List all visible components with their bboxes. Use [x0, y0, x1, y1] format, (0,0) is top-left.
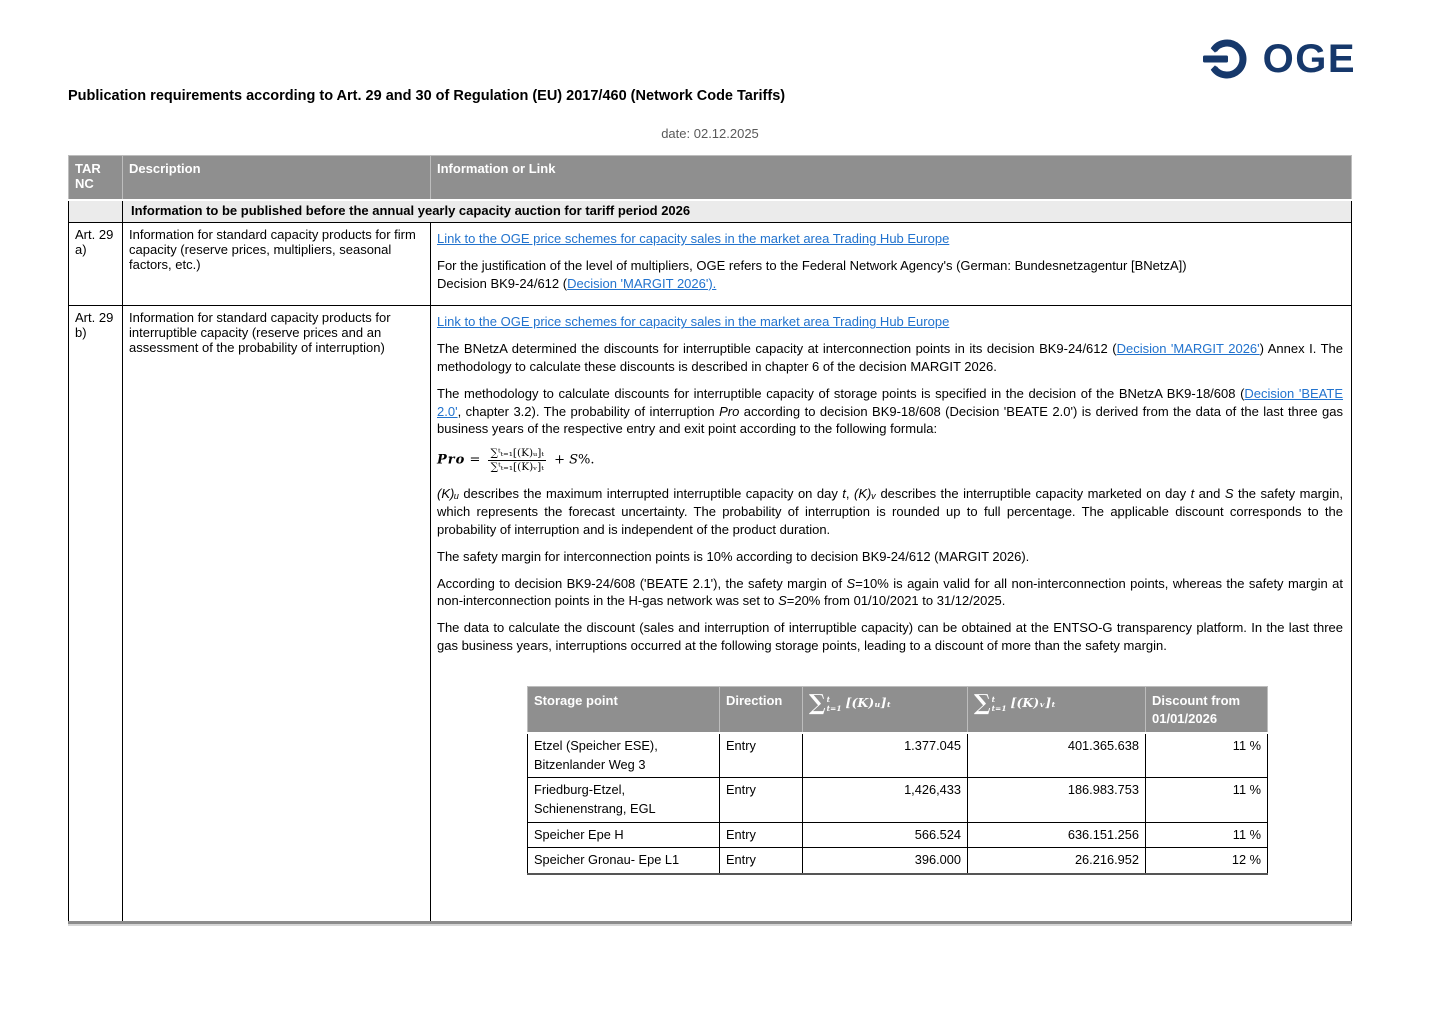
- formula-tail: + S%.: [554, 452, 595, 468]
- oge-logo-text: OGE: [1262, 37, 1356, 81]
- formula-equals: =: [469, 452, 481, 468]
- description-cell: Information for standard capacity products for interruptible capacity (reserve prices and an assessment of the probability of interruption): [123, 306, 431, 923]
- inline-link[interactable]: Link to the OGE price schemes for capacity sales in the market area Trading Hub Europe: [437, 231, 950, 246]
- storage-direction: Entry: [720, 733, 803, 778]
- storage-points-table: [527, 686, 1268, 875]
- storage-table-row: [528, 733, 1268, 778]
- sum-operand: [(K)ᵤ]ₜ: [845, 695, 892, 711]
- storage-direction: Entry: [720, 822, 803, 848]
- inline-link[interactable]: Decision 'MARGIT 2026').: [567, 275, 717, 291]
- storage-table-header-row: [528, 686, 1268, 733]
- paragraph: The BNetzA determined the discounts for interruptible capacity at interconnection points in its decision BK9-24/612 (Decision 'MARGIT 2026') Annex I. The methodology to calculate these discounts is described in chapter 6 of the decision MARGIT 2026.: [437, 341, 1344, 374]
- sigma-limits: [992, 696, 1007, 713]
- storage-discount-value: 11 %: [1146, 733, 1268, 778]
- formula-lhs: Pro: [437, 452, 466, 468]
- storage-point-name: Speicher Epe H: [528, 822, 720, 848]
- italic-text: S: [1224, 486, 1234, 502]
- table-row-art29b: [69, 306, 1352, 923]
- italic-text: S: [778, 593, 787, 609]
- probability-of-interruption-formula: [437, 447, 1343, 473]
- paragraph: [437, 230, 1343, 248]
- storage-col-sum-marketed: [968, 686, 1146, 733]
- sigma-upper-limit: t: [826, 695, 831, 705]
- storage-interrupted-value: 1.377.045: [803, 733, 968, 778]
- paragraph: [437, 313, 1343, 331]
- sigma-lower-limit: t=1: [991, 703, 1007, 713]
- storage-marketed-value: 186.983.753: [968, 778, 1146, 822]
- storage-col-discount: Discount from 01/01/2026: [1146, 686, 1268, 733]
- storage-interrupted-value: 1,426,433: [803, 778, 968, 822]
- storage-table-row: [528, 778, 1268, 822]
- storage-point-name: Friedburg-Etzel, Schienenstrang, EGL: [528, 778, 720, 822]
- storage-point-name: Etzel (Speicher ESE), Bitzenlander Weg 3: [528, 733, 720, 778]
- storage-discount-value: 12 %: [1146, 848, 1268, 874]
- storage-discount-value: 11 %: [1146, 822, 1268, 848]
- section-empty-cell: [69, 200, 123, 223]
- sigma-limits: [827, 696, 842, 713]
- sigma-symbol: ∑: [974, 689, 991, 716]
- italic-text: (K)ᵥ: [854, 486, 876, 502]
- storage-marketed-value: 26.216.952: [968, 848, 1146, 874]
- storage-table-row: [528, 848, 1268, 874]
- information-cell: [431, 223, 1352, 306]
- oge-logo-icon: [1203, 36, 1251, 82]
- sigma-symbol: ∑: [809, 689, 826, 716]
- storage-direction: Entry: [720, 848, 803, 874]
- tarnc-cell: Art. 29 a): [69, 223, 123, 306]
- sigma-lower-limit: t=1: [826, 703, 842, 713]
- publication-requirements-table: [68, 155, 1352, 924]
- column-header-description: Description: [123, 156, 431, 200]
- table-row-art29a: [69, 223, 1352, 306]
- inline-link[interactable]: Link to the OGE price schemes for capacity sales in the market area Trading Hub Europe: [437, 314, 950, 330]
- column-header-tarnc: TAR NC: [69, 156, 123, 200]
- storage-discount-value: 11 %: [1146, 778, 1268, 822]
- oge-logo: [1203, 36, 1356, 82]
- document-date: date: 02.12.2025: [661, 126, 759, 141]
- storage-interrupted-value: 396.000: [803, 848, 968, 874]
- sigma-upper-limit: t: [991, 695, 996, 705]
- formula-denominator: ∑ᵗₜ₌₁[(K)ᵥ]ₜ: [490, 460, 544, 473]
- italic-text: t: [842, 486, 846, 502]
- storage-marketed-value: 401.365.638: [968, 733, 1146, 778]
- italic-text: Pro: [719, 403, 740, 419]
- storage-col-sum-interrupted: [803, 686, 968, 733]
- storage-marketed-value: 636.151.256: [968, 822, 1146, 848]
- storage-col-storage-point: Storage point: [528, 686, 720, 733]
- paragraph: According to decision BK9-24/608 ('BEATE 2.1'), the safety margin of S=10% is again valid for all non-interconnection points, whereas the safety margin at non-interconnection points in the H-gas network was set to S=20% from 01/10/2021 to 31/12/2025.: [437, 575, 1343, 609]
- paragraph: For the justification of the level of multipliers, OGE refers to the Federal Network Agency's (German: Bundesnetzagentur [BNetzA]) Decision BK9-24/612 (Decision 'MARGIT 2026').: [437, 257, 1187, 291]
- inline-link[interactable]: Decision 'MARGIT 2026': [1116, 341, 1260, 357]
- italic-text: t: [1190, 486, 1195, 502]
- paragraph: The data to calculate the discount (sales and interruption of interruptible capacity) can be obtained at the ENTSO-G transparency platform. In the last three gas business years, interruptions occurred at the following storage points, leading to a discount of more than the safety margin.: [437, 620, 1343, 653]
- formula-fraction: [488, 447, 545, 473]
- storage-table-row: [528, 822, 1268, 848]
- page-title: Publication requirements according to Art. 29 and 30 of Regulation (EU) 2017/460 (Network Code Tariffs): [68, 88, 786, 104]
- italic-text: S: [569, 452, 578, 468]
- sum-operand: [(K)ᵥ]ₜ: [1010, 695, 1056, 711]
- storage-col-direction: Direction: [720, 686, 803, 733]
- section-header-row: [69, 200, 1352, 223]
- italic-text: (K)ᵤ: [437, 486, 459, 502]
- paragraph: (K)ᵤ describes the maximum interrupted interruptible capacity on day t, (K)ᵥ describes the interruptible capacity marketed on day t and S the safety margin, which represents the forecast uncertainty. The probability of interruption is rounded up to full percentage. The applicable discount corresponds to the probability of interruption and is independent of the product duration.: [437, 486, 1343, 537]
- table-header-row: [69, 156, 1352, 200]
- sum-expression: [809, 689, 961, 716]
- inline-link[interactable]: Decision 'BEATE 2.0': [437, 385, 1344, 419]
- storage-point-name: Speicher Gronau- Epe L1: [528, 848, 720, 874]
- sum-expression: [974, 689, 1139, 716]
- section-title: Information to be published before the annual yearly capacity auction for tariff period 2026: [123, 200, 1352, 223]
- column-header-information: Information or Link: [431, 156, 1352, 200]
- paragraph: The methodology to calculate discounts for interruptible capacity of storage points is specified in the decision of the BNetzA BK9-18/608 (Decision 'BEATE 2.0', chapter 3.2). The probability of interruption Pro according to decision BK9-18/608 (Decision 'BEATE 2.0') is derived from the data of the last three gas business years of the respective entry and exit point according to the following formula:: [437, 385, 1344, 437]
- tarnc-cell: Art. 29 b): [69, 306, 123, 923]
- description-cell: Information for standard capacity products for firm capacity (reserve prices, multipliers, seasonal factors, etc.): [123, 223, 431, 306]
- information-cell: [431, 306, 1352, 923]
- paragraph: The safety margin for interconnection points is 10% according to decision BK9-24/612 (MARGIT 2026).: [437, 548, 1030, 564]
- formula-numerator: ∑ᵗₜ₌₁[(K)ᵤ]ₜ: [490, 447, 544, 460]
- italic-text: S: [846, 575, 856, 591]
- storage-direction: Entry: [720, 778, 803, 822]
- storage-interrupted-value: 566.524: [803, 822, 968, 848]
